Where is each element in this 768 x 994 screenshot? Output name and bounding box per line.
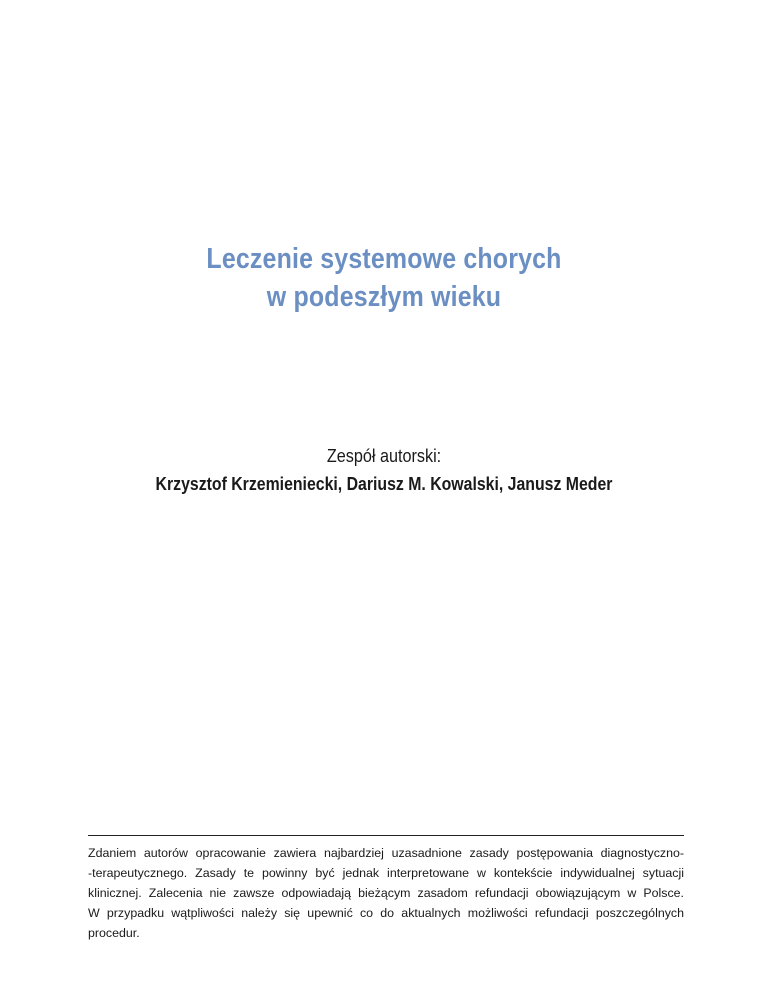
disclaimer-line: procedur. [88, 926, 140, 940]
authors-label: Zespół autorski: [326, 446, 442, 466]
title-line-1: Leczenie systemowe chorych [206, 243, 562, 275]
title-line-2: w podeszłym wieku [266, 281, 502, 313]
disclaimer-line: Zdaniem autorów opracowanie zawiera najbardziej uzasadnione zasady postępowania diagnostyczno- [88, 846, 684, 860]
page-title [54, 240, 714, 316]
disclaimer-text [88, 843, 684, 943]
footer-divider [88, 835, 684, 836]
disclaimer-line: -terapeutycznego. Zasady te powinny być jednak interpretowane w kontekście indywidualnej sytuacji [88, 866, 684, 880]
authors-names: Krzysztof Krzemieniecki, Dariusz M. Kowalski, Janusz Meder [155, 474, 613, 494]
disclaimer-line: W przypadku wątpliwości należy się upewnić co do aktualnych możliwości refundacji poszczególnych [88, 906, 684, 920]
disclaimer-line: klinicznej. Zalecenia nie zawsze odpowiadają bieżącym zasadom refundacji obowiązującym w Polsce. [88, 886, 684, 900]
authors-block [0, 443, 768, 499]
